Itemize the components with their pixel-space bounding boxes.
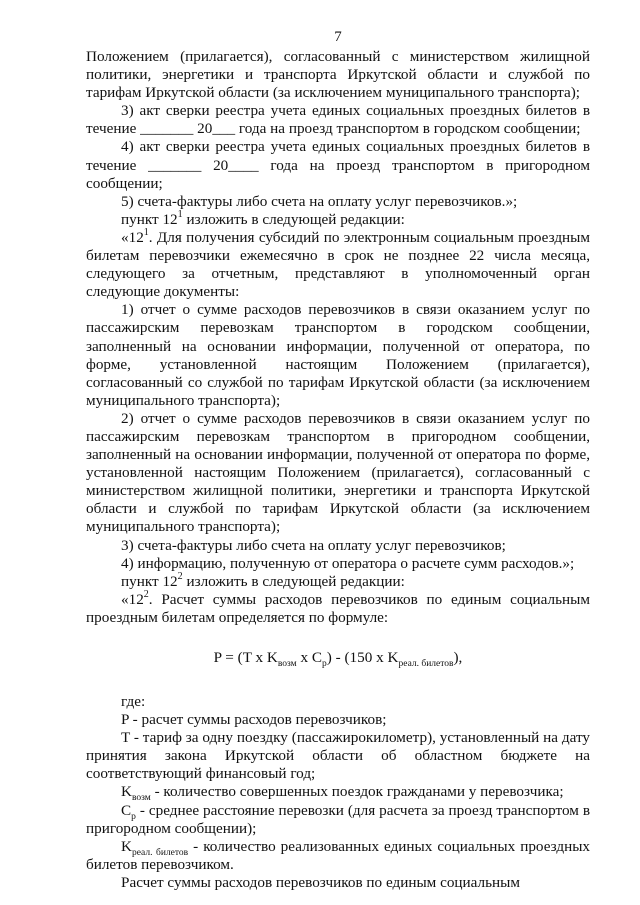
legend-line: [86, 802, 590, 838]
paragraph: 4) акт сверки реестра учета единых социальных проездных билетов в течение _______ 20____ года на проезд транспортом в пригородном сообщении;: [86, 138, 590, 192]
legend-line: T - тариф за одну поездку (пассажирокилометр), установленный на дату принятия закона Иркутской области об областном бюджете на соответствующий финансовый год;: [86, 729, 590, 783]
paragraph-text: изложить в следующей редакции:: [182, 210, 405, 228]
paragraph-text: пункт 12: [121, 572, 178, 590]
formula-subscript: реал. билетов: [398, 659, 454, 670]
paragraph: 2) отчет о сумме расходов перевозчиков в связи оказанием услуг по пассажирским перевозкам транспортом в пригородном сообщении, заполненный на основании информации, полученной от оператора по форме, установленной настоящим Положением (прилагается), согласованный с министерством жилищной политики, энергетики и транспорта Иркутской области и службой по тарифам Иркутской области (за исключением муниципального транспорта);: [86, 409, 590, 536]
superscript: 1: [177, 208, 183, 220]
paragraph-text: «12: [121, 590, 144, 608]
superscript: 1: [143, 226, 149, 238]
formula-text: x C: [296, 649, 323, 666]
paragraph: 1) отчет о сумме расходов перевозчиков в связи оказанием услуг по пассажирским перевозкам транспортом в городском сообщении, заполненный на основании информации, полученной от оператора, по форме, установленной настоящим Положением (прилагается), согласованный со службой по тарифам Иркутской области (за исключением муниципального транспорта);: [86, 301, 590, 409]
superscript: 2: [143, 588, 149, 600]
legend-subscript: реал. билетов: [131, 847, 189, 858]
formula-subscript: возм: [277, 659, 297, 670]
page-number: 7: [334, 29, 342, 45]
paragraph-text: . Для получения субсидий по электронным социальным проездным билетам перевозчики ежемесячно в срок не позднее 22 числа месяца, следующего за отчетным, представляют в уполномоченный орган следующие документы:: [86, 228, 590, 301]
document-body: [86, 48, 590, 892]
paragraph-text: изложить в следующей редакции:: [182, 572, 405, 590]
legend-line: Расчет суммы расходов перевозчиков по единым социальным: [121, 873, 520, 891]
paragraph: 3) акт сверки реестра учета единых социальных проездных билетов в течение _______ 20___ года на проезд транспортом в городском сообщении;: [86, 102, 590, 138]
paragraph: [86, 588, 590, 627]
paragraph: 3) счета-фактуры либо счета на оплату услуг перевозчиков;: [121, 536, 506, 554]
legend-line: где:: [121, 693, 146, 710]
superscript: 2: [177, 570, 183, 582]
paragraph-text: пункт 12: [121, 210, 178, 228]
paragraph: 4) информацию, полученную от оператора о расчете сумм расходов.»;: [121, 554, 575, 572]
legend-line: [86, 783, 590, 804]
legend-symbol: K: [121, 783, 132, 801]
legend-symbol: C: [121, 801, 132, 819]
legend-line: P - расчет суммы расходов перевозчиков;: [121, 711, 387, 729]
paragraph: 5) счета-фактуры либо счета на оплату услуг перевозчиков.»;: [121, 192, 518, 210]
paragraph: Положением (прилагается), согласованный с министерством жилищной политики, энергетики и транспорта Иркутской области и службой по тарифам Иркутской области (за исключением муниципального транспорта);: [86, 48, 590, 102]
formula-text: P = (T x K: [213, 649, 278, 666]
legend-symbol: K: [121, 837, 132, 855]
paragraph: [86, 570, 590, 591]
legend-text: - количество реализованных единых социальных проездных билетов перевозчиком.: [86, 837, 591, 873]
legend-subscript: возм: [131, 793, 151, 804]
paragraph: [86, 226, 590, 301]
formula-text: ),: [453, 649, 463, 666]
formula-subscript: р: [322, 659, 327, 670]
legend-text: - количество совершенных поездок гражданами у перевозчика;: [150, 783, 564, 801]
legend-text: - среднее расстояние перевозки (для расчета за проезд транспортом в пригородном сообщении);: [86, 801, 590, 837]
paragraph-text: . Расчет суммы расходов перевозчиков по единым социальным проездным билетам определяется по формуле:: [86, 590, 590, 626]
legend-line: [86, 838, 590, 874]
paragraph-text: «12: [121, 228, 144, 246]
paragraph: [86, 208, 590, 229]
legend-subscript: р: [131, 811, 136, 822]
formula-text: ) - (150 x K: [326, 649, 399, 666]
formula: [86, 649, 590, 670]
